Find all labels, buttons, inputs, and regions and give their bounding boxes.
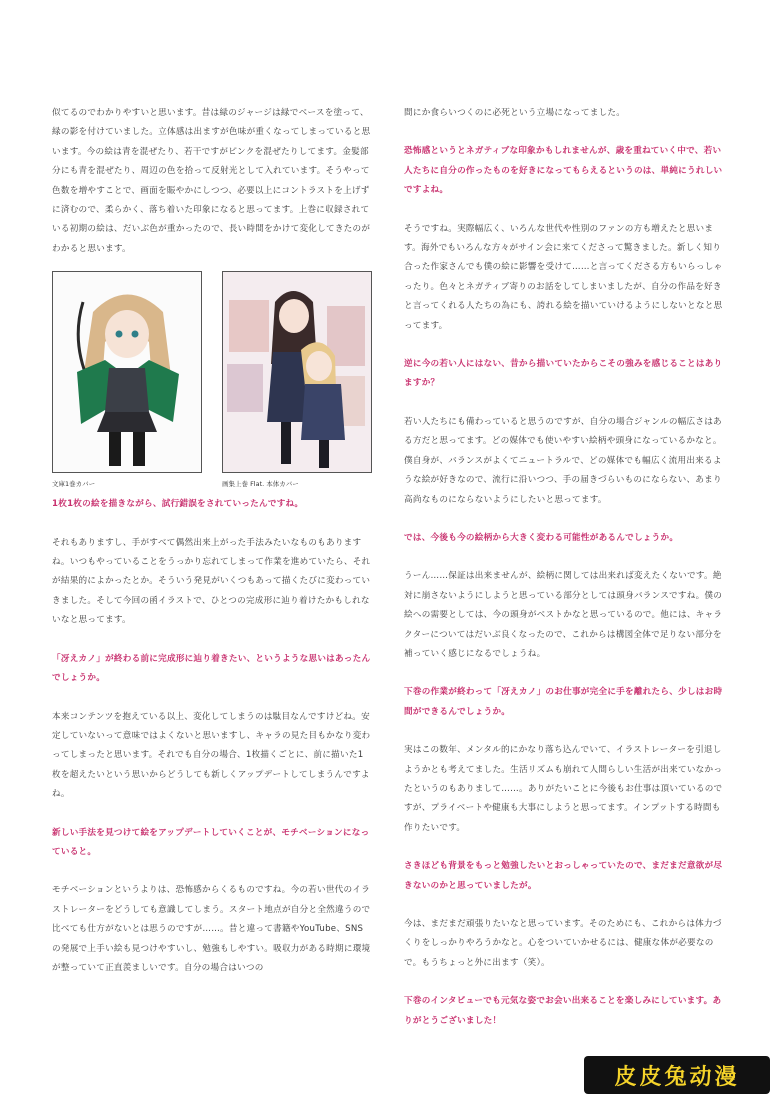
site-watermark: 皮皮兔动漫 [584,1056,770,1094]
interview-question: 1枚1枚の絵を描きながら、試行錯誤をされていったんですね。 [52,499,304,510]
interview-question: 逆に今の若い人にはない、昔から描いていたからこその強みを感じることはありますか？ [404,359,723,389]
interview-question: 下巻のインタビューでも元気な姿でお会い出来ることを楽しみにしています。ありがとうございました！ [404,996,722,1026]
anime-girl-green-jacket-illustration [53,272,201,472]
interview-answer: 若い人たちにも備わっていると思うのですが、自分の場合ジャンルの幅広さはある方だと思ってます。どの媒体でも使いやすい絵柄や頭身になっているかなと。僕自身が、バランスがよくてニュートラルで、どの媒体でも幅広く流用出来るような絵が好きなので、流行に沿いつつ、手の届きづらいものにならない、あまり高尚なものにならないようにしたいと思ってます。 [404,416,722,505]
interview-question: さきほども背景をもっと勉強したいとおっしゃっていたので、まだまだ意欲が尽きないのかと思っていましたが。 [404,861,723,891]
interview-answer: 今は、まだまだ頑張りたいなと思っています。そのためにも、これからは体力づくりをしっかりやろうかなと。心をついていかせるには、健康な体が必要なので。もうちょっと外に出ます（笑）。 [404,919,722,968]
figure-bunko-cover [52,271,202,488]
illustration-image [52,271,202,473]
interview-answer: それもありますし、手がすべて偶然出来上がった手法みたいなものもありますね。いつもやっていることをうっかり忘れてしまって作業を進めていたら、それが結果的によかったとか。そういう発見がいくつもあって描くたびに変わっていきました。そして今回の函イラストで、ひとつの完成形に辿り着けたかもしれないなと思ってます。 [52,537,371,626]
interview-question: 下巻の作業が終わって「冴えカノ」のお仕事が完全に手を離れたら、少しはお時間ができるんでしょうか。 [404,687,723,717]
interview-answer: 実はこの数年、メンタル的にかなり落ち込んでいて、イラストレーターを引退しようかとも考えてました。生活リズムも崩れて人間らしい生活が出来ていなかったというのもありまして……。ありがたいことに今後もお仕事は頂いているのですが、プライベートや健康も大事にしようと思ってます。インプットする時間も作りたいです。 [404,745,723,833]
interview-question: 恐怖感というとネガティブな印象かもしれませんが、歳を重ねていく中で、若い人たちに自分の作ったものを好きになってもらえるというのは、単純にうれしいですよね。 [404,146,723,196]
interview-question: 「冴えカノ」が終わる前に完成形に辿り着きたい、というような思いはあったんでしょうか。 [52,653,371,684]
figure-row [52,271,372,489]
interview-answer: 本来コンテンツを抱えている以上、変化してしまうのは駄目なんですけどね。安定していないって意味ではよくないと思いますし、キャラの見た目もかなり変わってしまったと思います。それでも自分の場合、1枚描くごとに、前に描いた1枚を超えたいという思いからどうしても新しくアップデートしてしまうんですよね。 [52,711,371,800]
figure-caption: 画集上巻 Flat. 本体カバー [222,480,299,489]
interview-question: 新しい手法を見つけて絵をアップデートしていくことが、モチベーションになっていると。 [52,827,370,857]
illustration-image [222,271,372,473]
right-column [404,104,724,1031]
body-paragraph: 似てるのでわかりやすいと思います。昔は緑のジャージは緑でベースを塗って、緑の影を付けていました。立体感は出ますが色味が重くなってしまっていると思います。今の絵は青を混ぜたり、若干ですがピンクを混ぜたりしてます。金髪部分にも青を混ぜたり、周辺の色を拾って反射光として入れています。そうやって色数を増やすことで、画面を賑やかにしつつ、必要以上にコントラストを上げずに済むので、柔らかく、落ち着いた印象になると思ってます。上巻に収録されている初期の絵は、だいぶ色が重かったので、長い時間をかけて変化してきたのがわかると思います。 [52,108,371,254]
figure-artbook-cover [222,271,372,488]
anime-girls-collage-illustration [223,272,371,472]
interview-answer: モチベーションというよりは、恐怖感からくるものですね。今の若い世代のイラストレーターをどうしても意識してしまう。スタート地点が自分と全然違うので比べても仕方がないとは思うのですが……。昔と違って書籍やYouTube、SNSの発展で上手い絵も見つけやすいし、勉強もしやすい。吸収力がある時期に環境が整っていて正直羨ましいです。自分の場合はいつの [52,885,371,973]
interview-answer: そうですね。実際幅広く、いろんな世代や性別のファンの方も増えたと思います。海外でもいろんな方々がサイン会に来てくださって驚きました。新しく知り合った作家さんでも僕の絵に影響を受けて……と言ってくださる方もいらっしゃったり。色々とネガティブ寄りのお話をしてしまいましたが、自分の作品を好きと言ってくれる人たちの為にも、誇れる絵を描いていけるようにしないとなと思ってます。 [404,223,723,331]
body-paragraph: 間にか食らいつくのに必死という立場になってました。 [404,108,626,118]
interview-question: では、今後も今の絵柄から大きく変わる可能性があるんでしょうか。 [404,532,679,543]
left-column [52,104,372,978]
figure-caption: 文庫1巻カバー [52,480,96,489]
interview-answer: うーん……保証は出来ませんが、絵柄に関しては出来れば変えたくないです。絶対に崩さないようにしようと思っている部分としては頭身バランスですね。僕の絵への需要としては、今の頭身がベストかなと思っているので。他には、キャラクターについてはだいぶ良くなったので、これからは構図全体で足りない部分を補っていく感じになるでしょうね。 [404,571,723,659]
